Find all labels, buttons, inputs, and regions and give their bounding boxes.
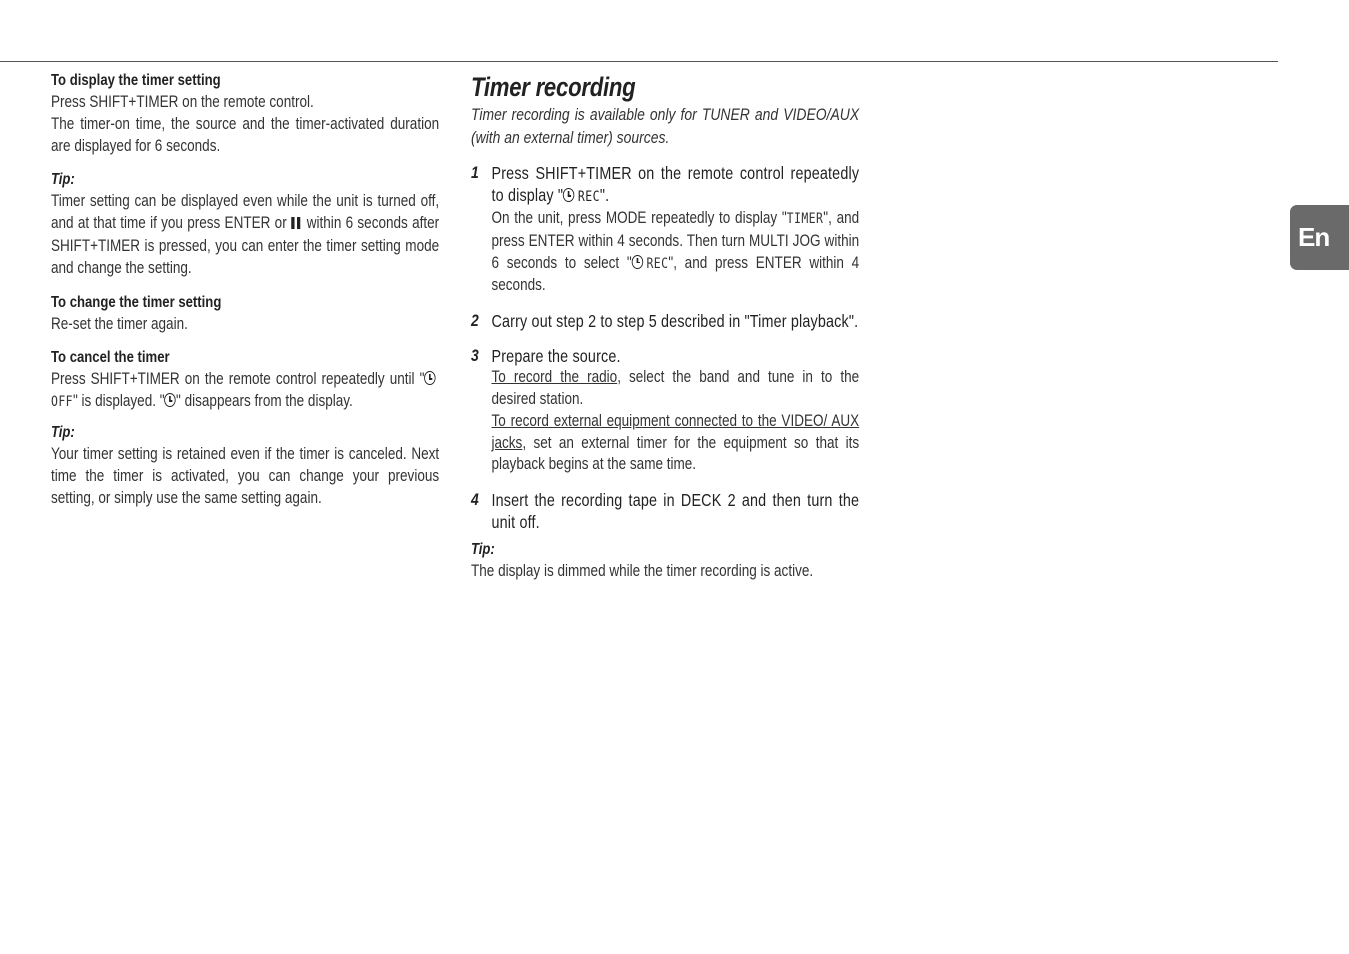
- step-1-main-b: ".: [599, 185, 610, 205]
- section-title: Timer recording: [471, 72, 636, 102]
- clock-icon: [424, 371, 435, 385]
- tip-2-text: Your timer setting is retained even if the timer is canceled. Next time the timer is activated, you can change your previous setting, or simply use the same setting again.: [51, 444, 440, 507]
- top-rule: [0, 61, 1278, 62]
- step-1-main: [492, 162, 860, 208]
- step-3-radio-rest: , select the band and tune in to the desired station.: [491, 368, 860, 408]
- lcd-rec: REC: [646, 255, 669, 272]
- step-number: 4: [471, 490, 479, 510]
- language-tab-en: En: [1290, 205, 1349, 270]
- step-3-radio: [492, 367, 860, 411]
- cancel-text-c: " disappears from the display.: [176, 392, 353, 411]
- step-3-main: Prepare the source.: [491, 346, 621, 367]
- step-3-external-underlined: To record external equipment connected to the VIDEO/ AUX jacks: [491, 411, 860, 452]
- step-4: [471, 489, 859, 533]
- clock-icon: [632, 255, 643, 269]
- pause-icon: [291, 214, 302, 236]
- tip-1-text-a: Timer setting can be displayed even while the unit is turned off, and at that time if you press ENTER or: [51, 192, 440, 233]
- step-3-radio-underlined: To record the radio: [491, 368, 618, 387]
- cancel-text-b: " is displayed. ": [72, 392, 165, 411]
- step-3: [471, 345, 859, 476]
- lcd-timer: TIMER: [786, 211, 824, 227]
- left-column: [51, 70, 439, 509]
- tip-label: Tip:: [51, 423, 75, 441]
- change-timer-p1: Re-set the timer again.: [51, 314, 188, 333]
- cancel-text-a: Press SHIFT+TIMER on the remote control repeatedly until ": [51, 370, 425, 389]
- clock-icon: [165, 393, 176, 407]
- step-1-sub: [492, 208, 860, 297]
- right-column-body: [471, 70, 859, 583]
- cancel-timer-p1: [51, 369, 439, 414]
- step-2: [471, 310, 859, 332]
- section-intro: Timer recording is available only for TUNER and VIDEO/AUX (with an external timer) sources.: [471, 105, 860, 147]
- step-3-external: [492, 411, 860, 476]
- change-timer-heading: To change the timer setting: [51, 293, 222, 311]
- step-1-sub-b: ", and press ENTER within 4 seconds. Then turn MULTI JOG within 6 seconds to select ": [491, 209, 860, 272]
- step-4-main: Insert the recording tape in DECK 2 and then turn the unit off.: [491, 490, 860, 533]
- step-1-main-a: Press SHIFT+TIMER on the remote control repeatedly to display ": [491, 163, 860, 205]
- step-number: 2: [471, 311, 479, 331]
- step-1-sub-c: ", and press ENTER within 4 seconds.: [491, 253, 860, 295]
- display-timer-heading: To display the timer setting: [51, 72, 221, 89]
- step-1-sub-a: On the unit, press MODE repeatedly to display ": [491, 209, 787, 227]
- cancel-timer-heading: To cancel the timer: [51, 349, 170, 367]
- lcd-rec: REC: [577, 189, 600, 205]
- clock-icon: [563, 188, 574, 202]
- step-3-external-rest: , set an external timer for the equipment so that its playback begins at the same time.: [491, 433, 860, 474]
- left-column-body: [51, 70, 439, 509]
- right-tip-text: The display is dimmed while the timer recording is active.: [471, 562, 814, 581]
- display-timer-p1: Press SHIFT+TIMER on the remote control.: [51, 93, 314, 111]
- tip-1-text: [51, 191, 439, 279]
- right-column: [471, 70, 859, 583]
- step-2-main: Carry out step 2 to step 5 described in "Timer playback".: [491, 311, 859, 332]
- display-timer-p2: The timer-on time, the source and the timer-activated duration are displayed for 6 seconds.: [51, 114, 440, 155]
- tip-label: Tip:: [51, 171, 75, 189]
- step-1: [471, 162, 859, 297]
- step-number: 3: [471, 346, 479, 366]
- tip-1-text-b: within 6 seconds after SHIFT+TIMER is pressed, you can enter the timer setting mode and change the setting.: [51, 214, 440, 277]
- lcd-off: OFF: [51, 394, 73, 411]
- tip-label: Tip:: [471, 541, 495, 559]
- step-number: 1: [471, 163, 479, 182]
